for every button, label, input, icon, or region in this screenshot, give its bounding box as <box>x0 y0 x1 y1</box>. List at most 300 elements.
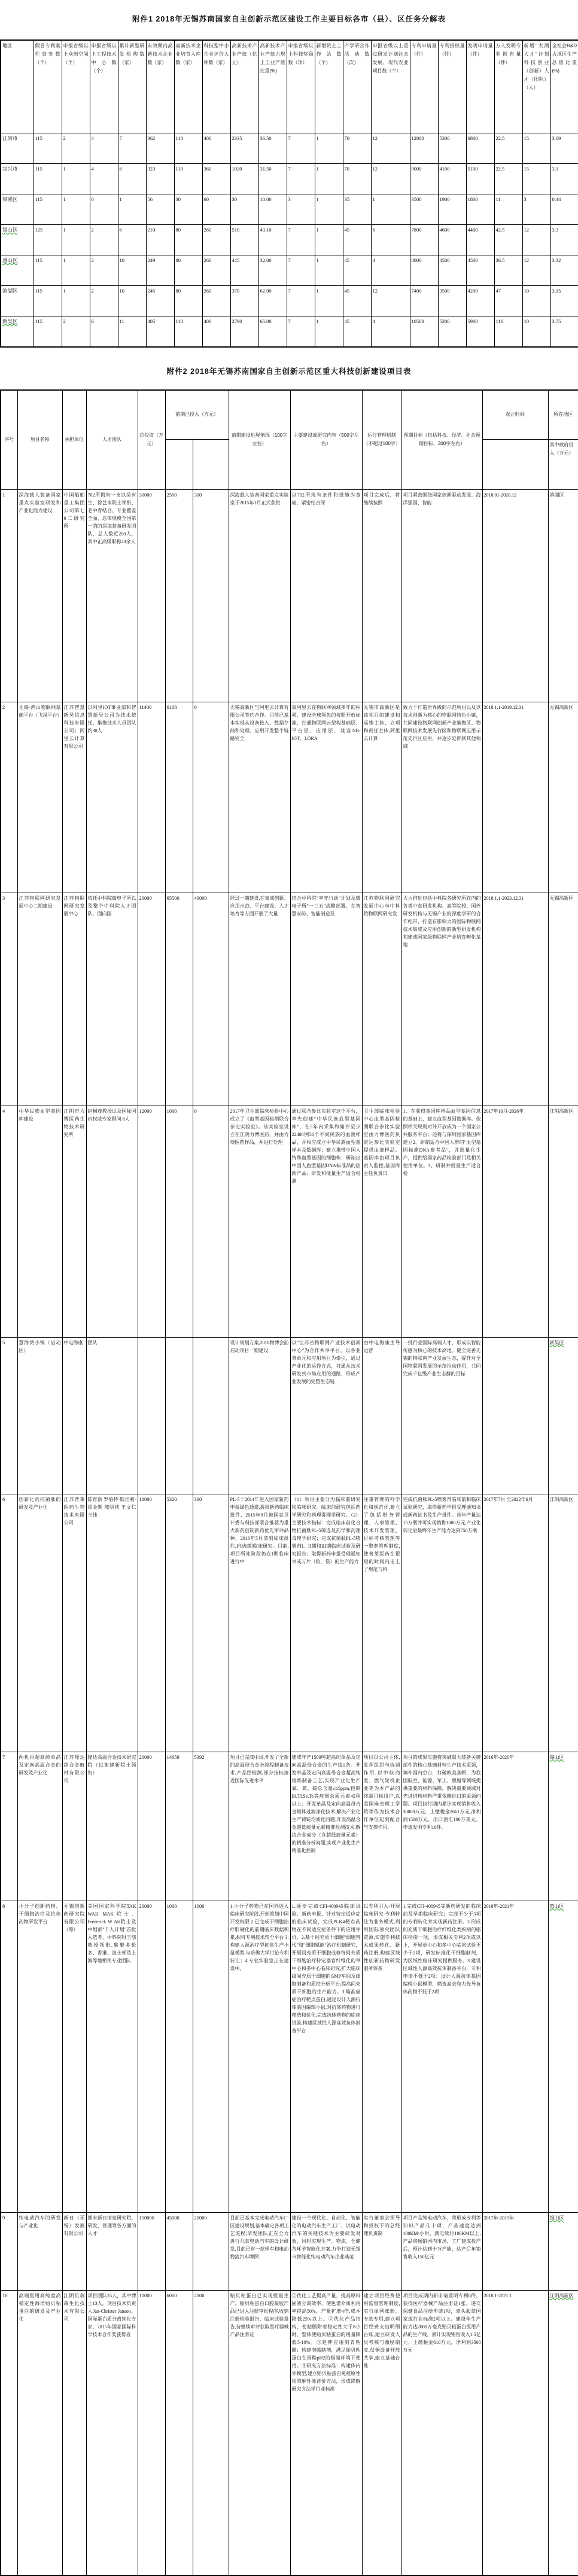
table1-value-cell: 115 <box>34 194 62 225</box>
table2-cell-content: 建成年产1500吨超高纯单晶及定向高温母合金的生产线1条。开发单晶及定向高温母合金超高纯熔炼制备工艺,实现产业化生产氧、氮、硫总含量≤15ppm,控制Bi,Tl,Se,Te等痕量杂质元素45种以上；开发单晶及定向高温母合金熔体过滤净化技术,解决产业化生产铸锭均质化问题;开发高温合金超低痕量元素精准检测技术,解决合金成分（含超低痕量元素）的精准分析问题,实现产业化生产精准化控制 <box>290 1752 362 1901</box>
table2-cell-period: 2018.01-2020.12 <box>482 489 548 702</box>
table1-value-cell: 65.00 <box>258 316 287 348</box>
table2-cell-period <box>482 1337 548 1494</box>
table1-row-梁溪区 <box>1 194 578 225</box>
table2-cell-pre1 <box>165 1337 193 1494</box>
table2-cell-progress: 目前已基本完成电动汽车厂区建设规划,基本确定各项工艺流程;研发团队正在全力进行几款电动汽车的设计研发,目前已有一款样车和电动物流汽车牌照 <box>229 2212 290 2290</box>
table2-cell-no: 6 <box>1 1494 17 1752</box>
attachment1-title: 附件1 2018年无锡苏南国家自主创新示范区建设工作主要目标各市（县）、区任务分解表 <box>132 15 446 23</box>
table1-value-cell: 1800 <box>466 194 494 225</box>
table1-value-cell: 1 <box>62 164 90 194</box>
table2-cell-content: 以702所现有条件和设施为基础，紧密结合深 <box>290 489 362 702</box>
table1-value-cell: 1900 <box>438 194 466 225</box>
table1-value-cell: 36.50 <box>258 133 287 164</box>
region-label: 江阴市 <box>2 135 18 141</box>
table1-value-cell: 3.32 <box>550 255 578 286</box>
table1-value-cell: 42.5 <box>494 225 522 255</box>
table1-region-cell <box>1 164 34 194</box>
table2-cell-unit: 江苏物联网研究发展中心 <box>62 893 86 1106</box>
table2-cell-invest: 20000 <box>138 893 165 1106</box>
table1-value-cell: 115 <box>34 316 62 348</box>
table2-cell-invest: 18000 <box>138 1494 165 1752</box>
table1-value-cell: 1 <box>315 255 343 286</box>
table1-value-cell: 10 <box>522 286 550 316</box>
table1-value-cell: 10 <box>118 255 146 286</box>
table1-value-cell: 1 <box>371 194 410 225</box>
table1-column-header-9: 高新技术产业产值占规上工业产值比重(%) <box>258 40 287 133</box>
table2-cell-goal: 1、在获得基因库样品血型基因信息的基础上，建立血型基因数据库。依照相关规则对外开放成为一个国家公共服务平台；还将与深圳国家基因库建立2、研制适合中国人群的"血型基因标准DNA参考品"，并批量化生产，提供给国家药品检验部门及相关使用单位。3、研制并批量生产适合检 <box>401 1106 482 1337</box>
table2-cell-pre2: 300 <box>193 1494 229 1752</box>
table1-column-header-10: 申报省级以上科技奖励数（项） <box>287 40 315 133</box>
table1-value-cell: 110 <box>174 316 202 348</box>
table1-value-cell: 4 <box>90 133 118 164</box>
table1-value-cell: 370 <box>230 286 258 316</box>
table1-region-cell <box>1 225 34 255</box>
region-label: 江阴高新区 <box>549 1108 574 1114</box>
table2-cell-region <box>548 702 578 893</box>
table1-value-cell: 10 <box>522 316 550 348</box>
table2-cell-invest: 20000 <box>138 1752 165 1901</box>
table2-cell-content: 结合中科院"率先行动"计划及微电子所"一三五"战略部署，在智慧安防、智能制造及 <box>290 893 362 1106</box>
table1-value-cell: 80 <box>174 255 202 286</box>
table1-value-cell: 1 <box>62 286 90 316</box>
table1-column-header-13: 申报省级以上重点研发计划社会发展、现代农业项目数（个） <box>371 40 410 133</box>
table2-cell-mechanism: 项目完成后，将继续按照 <box>362 489 401 702</box>
table1-value-cell: 1 <box>315 286 343 316</box>
table1-column-header-17: 万人发明专利拥有量（件） <box>494 40 522 133</box>
table2-cell-goal: 一批行业国际高端人才，形成以智能传感为核心的技术高地。健全完善无锡的物联网产业发展生态，提升对全国物联网发展的示范拉动作用，共同完成千亿级产业生态群的目标 <box>401 1337 482 1494</box>
table1-value-cell: 362 <box>146 133 174 164</box>
table2-cell-unit: 江苏智慧新吴信息科技有限公司；阿里云计算有限公司 <box>62 702 86 893</box>
table2-cell-progress: 贻贝粘蛋白已实现批量生产。贻贝粘蛋白口腔凝胶产品已进入注册审批程序,收到注册检验报告、临床试验报告,待继续审评获取医疗器械产品注册证 <box>229 2290 290 2575</box>
table1-value-cell: 7800 <box>410 225 438 255</box>
table1-value-cell: 12 <box>522 255 550 286</box>
table1-value-cell: 4100 <box>438 164 466 194</box>
region-label: 滨湖区 <box>549 492 564 498</box>
table2-cell-name: 无锡·鸿山物联网基础平台（飞凤平台） <box>17 702 62 893</box>
table1-value-cell: 1 <box>118 194 146 225</box>
table2-header-content: 主要建设或研究内容（500字左右） <box>290 390 362 489</box>
table1-value-cell: 30 <box>174 194 202 225</box>
table2-cell-name: 高端医用高纯度高稳定性海洋贻贝粘蛋白的研发及产业化 <box>17 2290 62 2575</box>
region-label: 宜兴市 <box>2 166 18 172</box>
table2-cell-pre2: 0 <box>193 1106 229 1337</box>
table1-value-cell: 15 <box>522 133 550 164</box>
table1-value-cell: 45 <box>343 316 371 348</box>
table1-value-cell: 70 <box>343 133 371 164</box>
table1-value-cell: 31.50 <box>258 164 287 194</box>
table1-value-cell: 4200 <box>466 286 494 316</box>
table2-header-unit: 承担单位 <box>62 390 86 489</box>
table1-value-cell: 3.09 <box>550 133 578 164</box>
table1-column-header-6: 高新技术企业培育入库数（家） <box>174 40 202 133</box>
table2-cell-progress: 项目已完成中试,开发了全新的高温母合金全流程制备技术,产品经检测,部分指标接近国际先进水平 <box>229 1752 290 1901</box>
table2-cell-period: 2018.1.1-2019.12.31 <box>482 702 548 893</box>
table1-value-cell: 1 <box>62 194 90 225</box>
table1-value-cell: 7 <box>287 286 315 316</box>
table2-cell-goal: 项目完成期内新申请发明专利6件，获得医疗器械产品注册证1张，递交保健食品注册申请1项，牵头起草国家或行业标准2项以上。建设年生产能力达2000万毫克贻贝粘蛋白医用产品的生产线，累计实现销售收入1.5亿元，上缴税金610万元，净利润3500万元 <box>401 2290 482 2575</box>
table2-cell-unit: 新日（无锡）发展有限公司 <box>62 2212 86 2290</box>
table1-value-cell: 7 <box>287 255 315 286</box>
region-label: 无锡高新区 <box>549 704 574 710</box>
table1-value-cell: 0.44 <box>550 194 578 225</box>
table2-cell-name: 创新化药抗菌肽的研发及产业化 <box>17 1494 62 1752</box>
table2-cell-team: 隆达高温合金技术研究院（以谢建新院士领衔） <box>86 1752 138 1901</box>
region-label: 滨湖区 <box>2 288 18 294</box>
table2-cell-no: 3 <box>1 893 17 1106</box>
table1-value-cell: 400 <box>202 316 230 348</box>
table1-value-cell: 110 <box>174 164 202 194</box>
table2-cell-progress: 深海载人装备国家重点实验室于2015年1月正式获批 <box>229 489 290 702</box>
table1-value-cell: 10.00 <box>258 194 287 225</box>
table1-row-惠山区 <box>1 255 578 286</box>
table1-value-cell: 4500 <box>438 255 466 286</box>
table1-value-cell: 4400 <box>466 225 494 255</box>
region-label: 惠山区 <box>549 1903 564 1909</box>
table1-column-header-11: 新增院士工作站数（个） <box>315 40 343 133</box>
table2-cell-no: 7 <box>1 1752 17 1901</box>
table2-cell-name: 慧海湾小镇（启动区） <box>17 1337 62 1494</box>
table1-value-cell: 10 <box>118 286 146 316</box>
table2-cell-mechanism: 由中电海康主导运营 <box>362 1337 401 1494</box>
table2-cell-region <box>548 1337 578 1494</box>
table1-value-cell: 4 <box>371 255 410 286</box>
table1-value-cell: 35 <box>343 194 371 225</box>
table1-value-cell: 116 <box>494 316 522 348</box>
table1-value-cell: 7 <box>287 316 315 348</box>
table1-value-cell: 8000 <box>410 255 438 286</box>
table1-region-header: 地区 <box>1 40 34 133</box>
table2-row-3 <box>1 893 578 1106</box>
table1-value-cell: 3.1 <box>550 164 578 194</box>
table1-value-cell: 80 <box>174 286 202 316</box>
table1-column-header-14: 专利申请量（件） <box>410 40 438 133</box>
table1-column-header-3: 申报省级以上工程技术中心数（个） <box>90 40 118 133</box>
table1-value-cell: 2 <box>90 225 118 255</box>
table1-value-cell: 1 <box>315 133 343 164</box>
table1-value-cell: 1 <box>315 164 343 194</box>
table1-value-cell: 249 <box>146 255 174 286</box>
table2-cell-name: 小分子创新药物、干细胞治疗及抗体药物研发平台 <box>17 1901 62 2212</box>
table2-cell-unit: 无锡创新药研究院有限公司（筹） <box>62 1901 86 2212</box>
table2-cell-pre2: 5392 <box>193 1752 229 1901</box>
table2-header-region: 所在地区 <box>548 390 578 439</box>
table2-cell-mechanism: 无锡市高新区是该项目的建设和运维主体、立项和责任主体,阿里云计算 <box>362 702 401 893</box>
table2-cell-goal: 项目的成果实施将突破重大装备关键部件的核心基础材料生产技术瓶颈，填补国内空白，打破欧美垄断，为我国航空、能源、军工、舰船等领域提供重要的材料保障，解决重要领域对先进结构材料严重依赖进口的瓶颈问题。项目执行期内累计实现销售收入30000万元，上缴税金2661万元,净利润1508万元，出口创汇100万美元。申请发明专利10件。 <box>401 1752 482 1901</box>
table1-column-header-7: 科技型中小企业评价入库数（家） <box>202 40 230 133</box>
table2-cell-pre1: 14659 <box>165 1752 193 1901</box>
region-label: 新吴区 <box>2 318 18 324</box>
table2-cell-pre1: 1000 <box>165 1106 193 1337</box>
table2-cell-unit: 中国船舶重工集团公司第七0二研究所 <box>62 489 86 702</box>
table1-value-cell: 80 <box>174 225 202 255</box>
table2-header-mechanism: 运行管理机制（不超过100字） <box>362 390 401 489</box>
table2-subheader-pre-b <box>193 439 229 489</box>
table2-cell-invest: 30000 <box>138 489 165 702</box>
table2-cell-unit: 中电海康 <box>62 1337 86 1494</box>
table2-cell-pre1: 1000 <box>165 1901 193 2212</box>
table1-value-cell: 115 <box>34 286 62 316</box>
table1-value-cell: 22.5 <box>494 164 522 194</box>
table1-value-cell: 2790 <box>230 316 258 348</box>
table2-cell-team: 以阿里IOT事业部和智慧新吴公司为技术依托，集聚技术人员团队约30人 <box>86 702 138 893</box>
table2-cell-invest: 11400 <box>138 702 165 893</box>
table2-cell-pre1: 6108 <box>165 702 193 893</box>
table2-cell-team: 美国国家科学院TAK WAH MAK院士、Frederick W Alt院士及中组部"千人计划"首批入选者、中科院时玉舫教授领衔,集聚多伦多、香港、波士顿及上海等地相关专业团队 <box>86 1901 138 2212</box>
table2-cell-no: 10 <box>1 2290 17 2575</box>
table2-cell-pre2: 300 <box>193 489 229 702</box>
table2-cell-team: 拥有新日清泉研究院，研发、管理等各方面的人才 <box>86 2212 138 2290</box>
table1-region-cell <box>1 255 34 286</box>
table2-cell-name: 中华民族血型基因库建设 <box>17 1106 62 1337</box>
table2-header-no: 序号 <box>1 390 17 489</box>
table1-value-cell: 1 <box>315 225 343 255</box>
table2-cell-content: ①优化工艺提高产量，提高原料固液分离效率，使色谱介质利用率提高50%，产量扩增4倍,成本降低25%以上。②优化产品结构，使粘膜附着稳定性大于8小时，整体使贻贝粘蛋白的用量降低5-10%。③延伸应用到胃粘膜：构建泡腾制剂，满足贻贝粘蛋白在胃酸pH2的极端环境下使用。④研究方法标准：构建体内外模型,建立贻贝粘蛋白免疫原性和降解性能评价方法，形成降解研究方法学行业标准 <box>290 2290 362 2575</box>
table1-value-cell: 445 <box>230 255 258 286</box>
table1-value-cell: 45 <box>343 255 371 286</box>
table2-cell-mechanism: 以专利引入-开展临床研究-专利转让为业务模式,利用国际顶尖团队资源,实施专利技术成果转化、新药注册,构建区域性创新药物研发服务体系 <box>362 1901 401 2212</box>
table1-column-header-18: 新增"太湖人才"计划科技创业（创新）人才（团队）（人） <box>522 40 550 133</box>
table1-value-cell: 125 <box>34 225 62 255</box>
table2-cell-no: 2 <box>1 702 17 893</box>
table1-value-cell: 260 <box>202 255 230 286</box>
table1-value-cell: 30 <box>230 194 258 225</box>
table1-value-cell: 115 <box>34 133 62 164</box>
table2-cell-pre2: 0 <box>193 702 229 893</box>
table2-cell-period: 2018.1-2021.1 <box>482 2290 548 2575</box>
table2-cell-team: 陈育新 罗伯特·斯坦利·霍金斯 陈明侠 王文仁 王伟 <box>86 1494 138 1752</box>
table1-value-cell: 115 <box>34 255 62 286</box>
table2-cell-progress: 2017年卫生部临床检验中心成立了《血型基因检测联合参比实验室》。该实验室设立在江阴力博医药，并由力博医药样品，并进行处理 <box>229 1106 290 1337</box>
table1-value-cell: 6 <box>118 164 146 194</box>
table1-column-header-2: 申报省级以上众创空间（个） <box>62 40 90 133</box>
table1-value-cell: 4 <box>90 164 118 194</box>
table1-value-cell: 6 <box>371 225 410 255</box>
table2-header-goal: 预期目标（包括科技、经济、社会预期目标，300字左右） <box>401 390 482 489</box>
table2-cell-unit: 江苏普莱医药生物技术有限公司 <box>62 1494 86 1752</box>
table2-cell-content: 以"江苏省物联网产业技术创新中心"为合作共享平台，以各业务单元和应用项目为牵引，通过产业化的运作方式，打通从技术研发到市场应用的通路，形成产业发展的完整生态链 <box>290 1337 362 1494</box>
table1-value-cell: 45 <box>343 286 371 316</box>
table2-cell-invest: 150000 <box>138 2212 165 2290</box>
table2-cell-no: 9 <box>1 2212 17 2290</box>
table1-value-cell: 323 <box>146 164 174 194</box>
table2-row-9 <box>1 2212 578 2290</box>
table1-value-cell: 4500 <box>466 255 494 286</box>
table2-cell-pre2: 2000 <box>193 2290 229 2575</box>
major-projects-table <box>0 389 578 2576</box>
table2-cell-region <box>548 1106 578 1337</box>
table1-value-cell: 360 <box>202 164 230 194</box>
table2-cell-period: 2016年-2020年 <box>482 1752 548 1901</box>
table2-cell-pre2 <box>193 1337 229 1494</box>
table1-value-cell: 400 <box>202 133 230 164</box>
table1-value-cell: 110 <box>174 133 202 164</box>
table2-cell-period: 2017年7月 至2022年6月 <box>482 1494 548 1752</box>
table2-cell-mechanism: 卫生部临床检验中心血型基因检测联合参比实验室由力博医药负责运参比实验室提供血液样品。基因库由项目负责人监控,基因库主任负责日 <box>362 1106 401 1337</box>
region-label: 梁溪区 <box>2 196 18 202</box>
table1-column-header-1: 假冒专利案件查处数（个） <box>34 40 62 133</box>
table2-subheader-pre-a <box>165 439 193 489</box>
table2-cell-progress: 1.小分子药物已在国外进入临床研究阶段,开始策划中国开发权限 2.已完成干细胞治疗肝硬化的前期临床数据积累,拟将专利技术转至平台 3.构建人源治疗型抗体生产小鼠模型,与哈佛大学讨论专利转让；4.专业实验室正在建设中。 <box>229 1901 290 2212</box>
table1-value-cell: 2 <box>62 316 90 348</box>
table2-subheader-period-blank <box>482 439 548 489</box>
table1-value-cell: 510 <box>230 225 258 255</box>
region-label: 锡山区 <box>2 227 18 233</box>
table2-cell-region <box>548 1901 578 2212</box>
table1-value-cell: 260 <box>202 225 230 255</box>
table1-value-cell: 43.10 <box>258 225 287 255</box>
table1-value-cell: 60 <box>202 194 230 225</box>
table1-value-cell: 11 <box>494 194 522 225</box>
table2-cell-invest: 20000 <box>138 1901 165 2212</box>
table2-row-2 <box>1 702 578 893</box>
table1-row-新吴区 <box>1 316 578 348</box>
table1-value-cell: 4600 <box>438 225 466 255</box>
table2-cell-pre1: 2500 <box>165 489 193 702</box>
table1-row-江阴市 <box>1 133 578 164</box>
table1-value-cell: 210 <box>146 225 174 255</box>
table2-cell-progress: 经过一期建设,在集成创新、应用示范、平台建设、人才培育等方面开展了大量 <box>229 893 290 1106</box>
table2-cell-name: 两机用超高纯单晶及定向高温合金的研发及产业化 <box>17 1752 62 1901</box>
table2-cell-pre1: 6000 <box>165 2290 193 2575</box>
table2-header-row-1 <box>1 390 578 439</box>
table2-row-5 <box>1 1337 578 1494</box>
table1-value-cell: 2 <box>90 255 118 286</box>
task-decomposition-table <box>0 39 578 348</box>
table2 <box>0 389 578 2576</box>
table2-cell-goal: 大力推进包括中科院各研究所在内的各类中直研发机构、高等院校、国外研发机构与无锡产业的深度学研的合作纽带，打造有影响力的国际物联网技术集成及应用创新的新型研发机构和建成国家级物联网产业培育孵化基地 <box>401 893 482 1106</box>
table2-cell-content: （1）项目主要分为临床前研究和临床研究。临床前研究包括药学研究和药理毒理学研究。（2）主要技术指标：完成临床前化合物抗菌肽PL-5筛选及药学和药理毒理学研究；完成抗菌肽PL-5喷雾剂I、II期和III期临床试验及研究报告；取得新药申报受理通知书或万片（粒，袋）的生产能力 <box>290 1494 362 1752</box>
table2-cell-goal: 致力于打造世界级的示范项目以及以技术创新为核心的物联网特色小镇，共同建设物联网创新产业集聚区、物联网技术发展先行区和物联网应用示范先行区应用，并逐步延伸到其他领域 <box>401 702 482 893</box>
table2-cell-pre2: 20000 <box>193 2212 229 2290</box>
table1-value-cell: 3500 <box>438 286 466 316</box>
table2-row-8 <box>1 1901 578 2212</box>
table2-row-10 <box>1 2290 578 2575</box>
table1-value-cell: 56 <box>146 194 174 225</box>
table2-cell-pre2: 1000 <box>193 1901 229 2212</box>
table1-value-cell: 62.00 <box>258 286 287 316</box>
table1-value-cell: 5200 <box>438 316 466 348</box>
table1-value-cell: 5300 <box>438 133 466 164</box>
table1-value-cell: 32.00 <box>258 255 287 286</box>
table2-cell-team: 赵桐茂教授以及国际国内权威专家顾问 8人 <box>86 1106 138 1337</box>
table2-cell-invest: 10000 <box>138 2290 165 2575</box>
table1-value-cell: 6 <box>90 316 118 348</box>
table1-value-cell: 36.5 <box>494 255 522 286</box>
table1-value-cell: 1 <box>315 194 343 225</box>
table1-value-cell: 15 <box>522 164 550 194</box>
table1-column-header-15: 专利授权量（件） <box>438 40 466 133</box>
table1-region-cell <box>1 286 34 316</box>
table2-cell-content: 通过联合参比实验室这个平台，率先创建"中华民族血型基因库"，在5年内采集和储存至少22400例56个不同民族的血液样品，并相应成立中华民族血型基样本及数据库；建立携带中国人特殊血型基因的细胞株；研制出中国人血型基因DNA标准品的创新产品；研发和批量生产适合检测 <box>290 1106 362 1337</box>
table2-cell-period: 2017年-2019年 <box>482 2212 548 2290</box>
table1-value-cell: 2335 <box>230 133 258 164</box>
table2-header-period: 起止时间 <box>482 390 548 439</box>
table1-value-cell: 260 <box>202 286 230 316</box>
region-label: 锡山区 <box>549 2215 564 2221</box>
region-label: 锡山区 <box>549 1754 564 1760</box>
table2-header-progress: 前期建设进展情况（100字左右） <box>229 390 290 489</box>
table1-column-header-5: 有效期内高新技术企业数（家） <box>146 40 174 133</box>
table1-column-header-8: 高新技术产业产值（亿元） <box>230 40 258 133</box>
table2-cell-no: 4 <box>1 1106 17 1337</box>
region-label: 江阴高新区 <box>549 1496 574 1502</box>
table2-cell-goal: 项目产品纯电动汽车，将形成专利等知识产品几十项，产品速度达到100KM/小时，满电续行100KM以上,产品将畅销国内市场，工厂建成投产后，预计达到十万产能，达产后年销售收入150亿元 <box>401 2212 482 2290</box>
table2-cell-period: 2018年-2021年 <box>482 1901 548 2212</box>
table2-cell-content: 集阿里云在物联网领域多年的积累，建设全球领先的按照开放标准，打通物联网云架构基础层、平台层、应用层，兼容NB-IOT、LORA <box>290 702 362 893</box>
table2-row-7 <box>1 1752 578 1901</box>
table1-value-cell: 2 <box>90 286 118 316</box>
table2-cell-team: 团队 <box>86 1337 138 1494</box>
table2-cell-progress: 设计规划方案,2018物博会前启动项目一期建设 <box>229 1337 290 1494</box>
table2-cell-no: 1 <box>1 489 17 702</box>
table1-value-cell: 9000 <box>410 164 438 194</box>
table2-cell-no: 8 <box>1 1901 17 2212</box>
table2-row-1 <box>1 489 578 702</box>
table2-cell-region <box>548 2290 578 2575</box>
table2-cell-pre1: 65500 <box>165 893 193 1106</box>
table2-cell-name: 纯电动汽车的研发与产业化 <box>17 2212 62 2290</box>
table1-value-cell: 3.15 <box>550 286 578 316</box>
table1-header-row <box>1 40 578 133</box>
table1-value-cell: 5100 <box>466 164 494 194</box>
table1-value-cell: 5900 <box>466 316 494 348</box>
table2-cell-period: 2018.1.1-2023.12.31 <box>482 893 548 1106</box>
attachment2-title: 附件2 2018年无锡苏南国家自主创新示范区重大科技创新建设项目表 <box>166 367 412 376</box>
table1-value-cell: 12 <box>371 164 410 194</box>
table2-cell-unit: 江苏隆达超合金航材有限公司 <box>62 1752 86 1901</box>
table1-value-cell: 10500 <box>410 316 438 348</box>
table2-cell-goal: 完成抗菌肽PL-5喷雾剂临床前和临床试验研究，取得新药申报受理通知书或新药证书及生产批件。首年产量达15万瓶并可实现销售1000万元,产业化转化后最终年生产能力达到750万瓶 <box>401 1494 482 1752</box>
table1-value-cell: 7 <box>118 133 146 164</box>
table2-header-invest: 总投资（万元） <box>138 390 165 489</box>
table2-cell-content: 1.逐步完成CFI-400945临床试验、新药申报，针对特定适应症的临床试验，完成PLK4靶点药物在不同适应症条件下的应用评价。2.基于间充质干细胞"细胞替代"和"细胞赋能"治疗机制研究，开展间充质干细胞或修饰间充质干细胞治疗特定器官纤维化的单中心和多中心临床研究,扩大临床级间充质干细胞的GMP车间及细胞制备和质控分析平台,提高间充质干细胞的生产能力。3.瞄准癌症治疗靶点蛋白,通过设计人源抗体基因编辑小鼠,对抗体药物进行筛选和优化,完成抗体药物的临床试验,构建区域性人源高效抗体制备平台 <box>290 1901 362 2212</box>
table1-value-cell: 3 <box>287 194 315 225</box>
table2-cell-mechanism: 江苏物联网研究发展中心与中科院物联网研究发 <box>362 893 401 1106</box>
table2-cell-team: 702所拥有一支以吴有生、徐芑南院士领衔、老中青结合、专业覆盖全面、总体规模全国第一的的深海装备研发团队，总人数近200人，其中正高级职称20余人 <box>86 489 138 702</box>
table1-value-cell: 70 <box>343 164 371 194</box>
table2-cell-unit: 江阴贝瑞森生化技术有限公司 <box>62 2290 86 2575</box>
table2-cell-name: 深海载人装备国家重点实验室研发和产业化能力建设 <box>17 489 62 702</box>
table1-row-滨湖区 <box>1 286 578 316</box>
table2-cell-mechanism: 项目以公司主体,发挥组织与协调作用,以中航商发、燃气轮机企业等为本产品的终端目标用户,以美国麻省理工学院等作为技术合作单位起到配合与支撑作用。 <box>362 1752 401 1901</box>
table1-value-cell: 7 <box>287 225 315 255</box>
table2-cell-mechanism: 实行董事会领导和授权下的总经理负责制 <box>362 2212 401 2290</box>
table2-cell-period: 2017年10月-2026年 <box>482 1106 548 1337</box>
table2-cell-pre2: 40000 <box>193 893 229 1106</box>
table1-value-cell: 1020 <box>230 164 258 194</box>
table2-cell-mechanism: 注重管理的科学化和规范化,建立了包括财务管理、人事管理、技术开发管理、目标考核管理等一整套管理制度,使普莱医药在很短的时间内走上了规范与科 <box>362 1494 401 1752</box>
table1-value-cell: 405 <box>146 316 174 348</box>
table1-value-cell: 6 <box>118 225 146 255</box>
table2-cell-name: 江苏物联网研究发展中心二期建设 <box>17 893 62 1106</box>
table2-cell-goal: 1.完成CFI-400945等新药研发的临床前及早期临床研究；完成不少于3项的专利转化并实现新药注册。2.形成间充质干细胞治疗纤维化类疾病的临床指南一项，形成相关专利2项或以上，开展单中心和多中心临床试验不少于2项，研发标准化干细胞制剂，为区域性临床研究提供服务。3.建设区域性人源高效抗体制备平台，专利申请不低于2项；设计人源抗体基因编辑小鼠模型，筛选高亲和力先导抗体药物不低于2项 <box>401 1901 482 2212</box>
table1-value-cell: 1 <box>62 255 90 286</box>
table2-cell-invest: 12000 <box>138 1106 165 1337</box>
table2-row-4 <box>1 1106 578 1337</box>
table1-value-cell: 22.5 <box>494 133 522 164</box>
table2-subheader-gov-investment: 其中政府投入（万元） <box>548 439 578 489</box>
table1-column-header-4: 累计新型研发机构数（家） <box>118 40 146 133</box>
table1-value-cell: 7400 <box>410 286 438 316</box>
table1-row-锡山区 <box>1 225 578 255</box>
table1-column-header-16: 发明申请量（件） <box>466 40 494 133</box>
table1-value-cell: 2 <box>62 133 90 164</box>
table1-value-cell: 1 <box>62 225 90 255</box>
table1-value-cell: 11 <box>118 316 146 348</box>
table1-region-cell <box>1 316 34 348</box>
table2-cell-region <box>548 1494 578 1752</box>
